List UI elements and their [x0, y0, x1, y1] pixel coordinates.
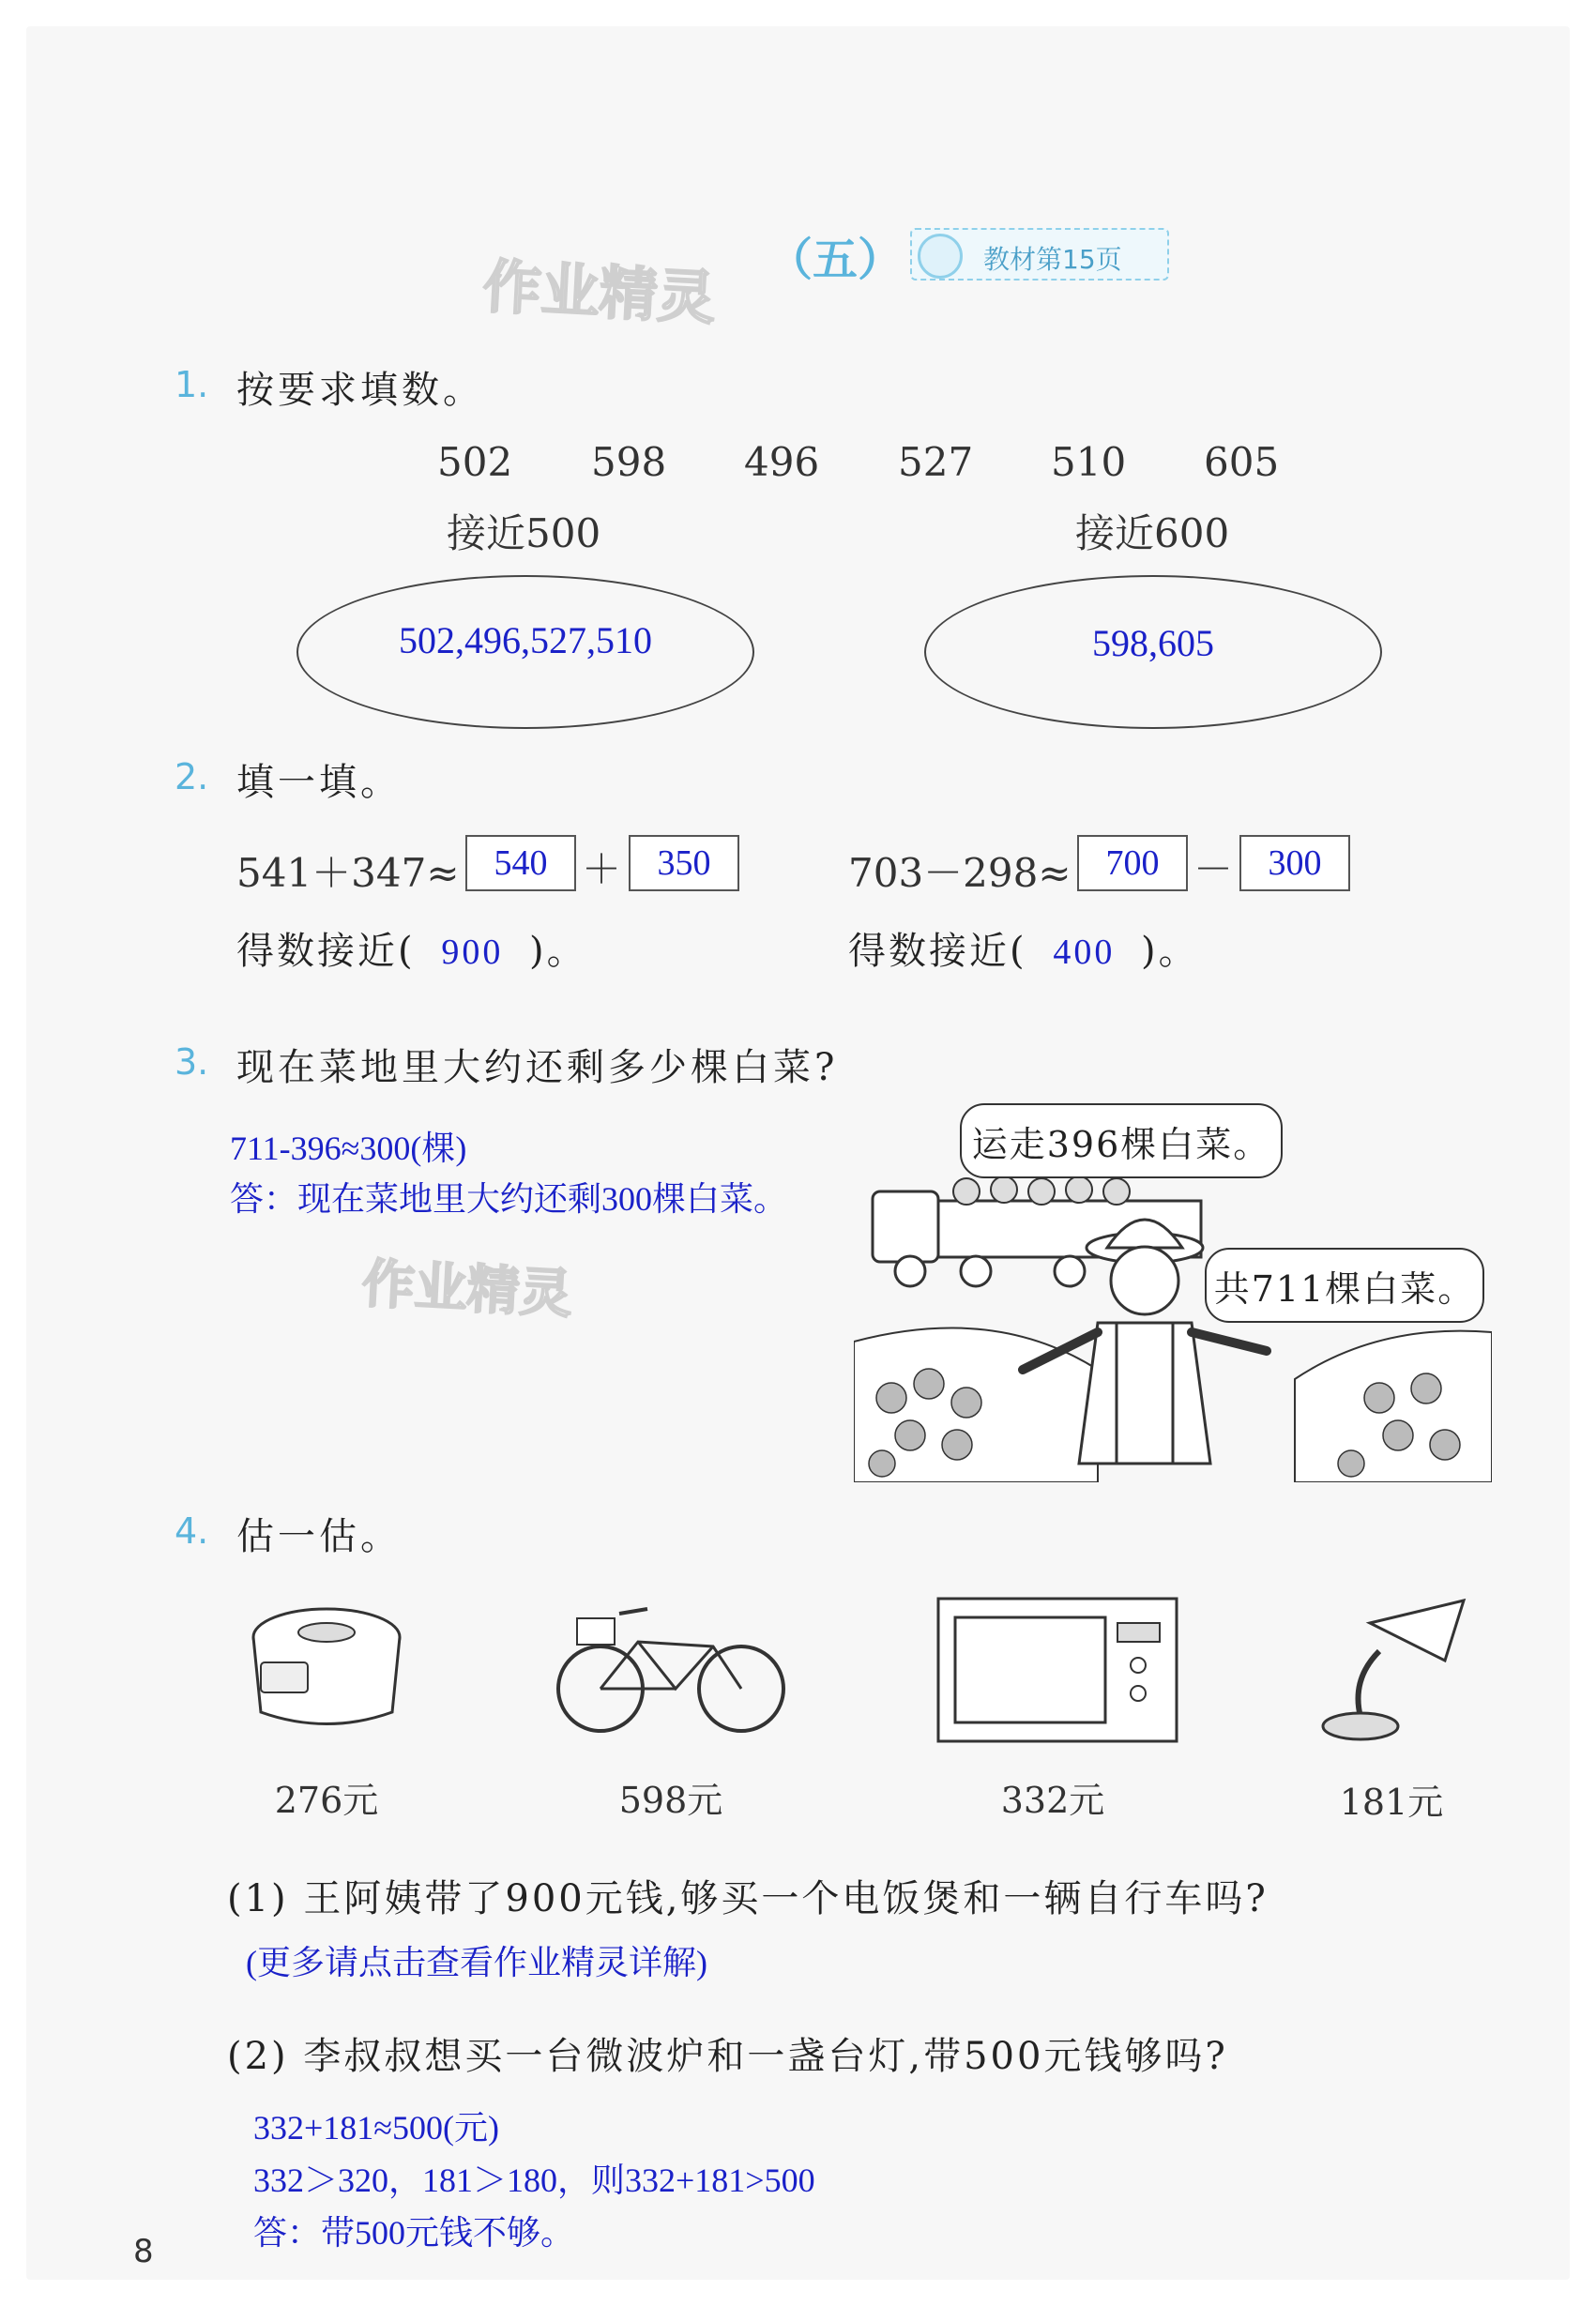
q2-left-box2[interactable]: [629, 835, 739, 891]
rice-cooker-icon: [242, 1595, 411, 1736]
bicycle-icon: [554, 1595, 788, 1736]
q2-left-result-suffix: )。: [529, 930, 587, 973]
q2-prompt: 填一填。: [236, 761, 402, 804]
q4-number: 4.: [175, 1510, 209, 1552]
q2-left-expr: 541＋347≈: [236, 850, 460, 896]
q1-ellipse-left[interactable]: [296, 575, 754, 729]
speech-bubble-top: 运走396棵白菜。: [960, 1103, 1283, 1178]
item-price-microwave: 332元: [1000, 1780, 1105, 1821]
q2-right-result: [848, 921, 1199, 975]
q2-right-op: －: [1193, 846, 1234, 892]
microwave-icon: [935, 1595, 1180, 1745]
q2-right-result-suffix: )。: [1141, 930, 1199, 973]
more-explanation-link[interactable]: (更多请点击查看作业精灵详解): [246, 1944, 707, 1981]
q3-answer-line2: 答：现在菜地里大约还剩300棵白菜。: [230, 1180, 788, 1218]
q2-right-box1[interactable]: [1077, 835, 1188, 891]
page-number: 8: [133, 2233, 154, 2270]
q4-prompt: 估一估。: [236, 1515, 402, 1558]
q2-left-box2-value: 350: [657, 843, 711, 883]
q2-left-result: [236, 921, 587, 975]
q1-answer-left: 502,496,527,510: [399, 618, 652, 661]
q2-left-box1[interactable]: [465, 835, 576, 891]
desk-lamp-icon: [1314, 1595, 1473, 1745]
section-title: （五）: [768, 234, 904, 286]
q2-right-result-prefix: 得数接近(: [848, 930, 1027, 973]
q2-number: 2.: [175, 756, 209, 797]
q2-right-box1-value: 700: [1105, 843, 1160, 883]
q3-prompt: 现在菜地里大约还剩多少棵白菜?: [236, 1046, 839, 1089]
q1-group-left-label: 接近500: [447, 510, 601, 556]
q1-number: 1.: [175, 364, 209, 405]
q2-right-result-value[interactable]: 400: [1053, 933, 1116, 972]
q4-sub2-answer-line3: 答：带500元钱不够。: [253, 2214, 575, 2252]
q2-left-result-prefix: 得数接近(: [236, 930, 416, 973]
q1-number-5: 605: [1204, 439, 1280, 485]
q2-left-box1-value: 540: [494, 843, 548, 883]
q3-answer-line1: 711-396≈300(棵): [230, 1130, 467, 1167]
q4-sub2-answer-line2: 332＞320，181＞180，则332+181>500: [253, 2162, 815, 2199]
item-price-rice-cooker: 276元: [274, 1780, 379, 1821]
textbook-ref-tag[interactable]: [910, 228, 1169, 281]
speech-bubble-bottom: 共711棵白菜。: [1205, 1248, 1484, 1323]
q1-number-0: 502: [437, 439, 513, 485]
q2-right-box2[interactable]: [1239, 835, 1350, 891]
q1-number-4: 510: [1051, 439, 1127, 485]
q4-sub2-question: (2) 李叔叔想买一台微波炉和一盏台灯,带500元钱够吗?: [227, 2035, 1228, 2078]
q4-sub1-question: (1) 王阿姨带了900元钱,够买一个电饭煲和一辆自行车吗?: [227, 1877, 1269, 1920]
q1-ellipse-right[interactable]: [924, 575, 1382, 729]
q2-right-expr: 703－298≈: [848, 850, 1072, 896]
q1-prompt: 按要求填数。: [236, 369, 484, 412]
textbook-ref-label: 教材第15页: [983, 244, 1122, 275]
item-price-bicycle: 598元: [618, 1780, 723, 1821]
watermark-middle: 作业精灵: [360, 1253, 574, 1326]
watermark-top: 作业精灵: [480, 251, 718, 333]
q1-number-3: 527: [898, 439, 974, 485]
q2-left-op: ＋: [582, 846, 622, 892]
q1-number-1: 598: [591, 439, 667, 485]
item-price-desk-lamp: 181元: [1339, 1782, 1444, 1823]
q1-group-right-label: 接近600: [1075, 510, 1230, 556]
cloud-icon: [918, 234, 963, 279]
q3-number: 3.: [175, 1041, 209, 1083]
q2-left-result-value[interactable]: 900: [441, 933, 504, 972]
q1-number-2: 496: [744, 439, 820, 485]
q2-right-box2-value: 300: [1268, 843, 1322, 883]
q4-sub2-answer-line1: 332+181≈500(元): [253, 2109, 500, 2147]
q1-answer-right: 598,605: [1092, 621, 1214, 664]
